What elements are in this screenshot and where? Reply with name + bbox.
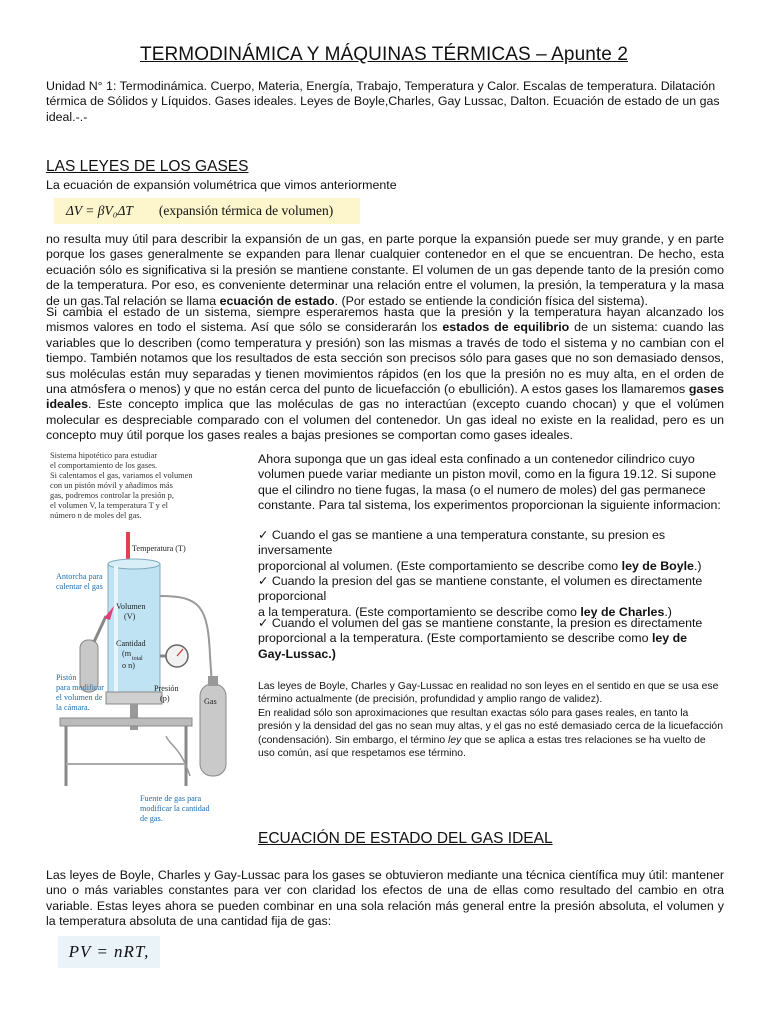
section-intro: La ecuación de expansión volumétrica que vimos anteriormente (46, 178, 397, 192)
ideal-gas-formula: PV = nRT, (58, 936, 160, 968)
punctuation: .) (693, 558, 702, 573)
label-piston-3: el volumen de (56, 693, 103, 702)
label-fuente: Fuente de gas para (140, 794, 202, 803)
label-piston-2: para modificar (56, 683, 104, 692)
note-text: que se aplica a estas tres relaciones se ha vuelto de uso común, así que respetamos ese término. (258, 734, 706, 760)
section-heading-gas-laws: LAS LEYES DE LOS GASES (46, 158, 249, 175)
label-cantidad-m: (m (122, 649, 132, 658)
label-piston-4: la cámara. (56, 703, 90, 712)
note-laws-paragraph-2 (258, 707, 724, 761)
label-fuente-2: modificar la cantidad (140, 804, 210, 813)
figure-caption-line: Si calentamos el gas, variamos el volumen (50, 471, 193, 480)
bold-term-ley-de-charles: ley de Charles (580, 604, 665, 619)
paragraph-ideal-gas-equation: Las leyes de Boyle, Charles y Gay-Lussac para los gases se obtuvieron mediante una técnica científica muy útil: mantener uno o más variables constantes para ver con claridad los efectos de una de ellas como resultado del cambio en otra variable. Estas leyes ahora se pueden combinar en una sola relación más general entre la presión absoluta, el volumen y la temperatura absoluta de una cantidad fija de gas: (46, 868, 724, 929)
paragraph-text: . Este concepto implica que las moléculas de gas no interactúan (excepto cuando chocan) y que el volúmen molecular es despreciable comparado con el volumen del contenedor. Un gas ideal no existe en la realidad, pero es un concepto muy útil porque los gases reales a bajas presiones se comportan como gases ideales. (46, 397, 724, 443)
unit-description: Unidad N° 1: Termodinámica. Cuerpo, Materia, Energía, Trabajo, Temperatura y Calor. Escalas de temperatura. Dilatación térmica de Sólidos y Líquidos. Gases ideales. Leyes de Boyle,Charles, Gay Lussac, Dalton. Ecuación de estado de un gas ideal.-.- (46, 79, 720, 124)
section-heading-ideal-gas-equation: ECUACIÓN DE ESTADO DEL GAS IDEAL (258, 830, 553, 847)
bullet-gay-lussac (258, 616, 724, 662)
cylinder-icon (108, 559, 160, 694)
hose-icon (160, 596, 212, 686)
label-temperatura: Temperatura (T) (132, 544, 186, 553)
paragraph-state-equation (46, 232, 724, 309)
figure-caption-line: con un pistón móvil y añadimos más (50, 481, 173, 490)
bullet-charles-line1: ✓ Cuando la presion del gas se mantiene constante, el volumen es directamente proporcional (258, 574, 703, 604)
label-gas: Gas (204, 697, 217, 706)
right-column-intro: Ahora suponga que un gas ideal esta confinado a un contenedor cilindrico cuyo volumen puede variar mediante un piston movil, como en la figura 19.12. Si supone que el cilindro no tiene fugas, la masa (o el numero de moles) del gas permanece constante. Para tal sistema, los experimentos proporcionan la siguiente informacion: (258, 452, 721, 513)
label-piston: Pistón (56, 673, 77, 682)
note-laws-paragraph-1: Las leyes de Boyle, Charles y Gay-Lussac en realidad no son leyes en el sentido en que se usa ese término actualmente (de precisión, profundidad y amplio rango de validez). (258, 681, 719, 706)
bullet-charles-line2: a la temperatura. (Este comportamiento se describe como (258, 604, 581, 619)
bold-term-estados-de-equilibrio: estados de equilibrio (442, 320, 570, 335)
figure-caption-line: gas, podremos controlar la presión p, (50, 491, 174, 500)
bullet-boyle (258, 528, 724, 574)
label-volumen: Volumen (116, 602, 146, 611)
document-title: TERMODINÁMICA Y MÁQUINAS TÉRMICAS – Apunte 2 (140, 44, 628, 65)
gas-cylinder-figure (40, 446, 246, 828)
formula-note: (expansión térmica de volumen) (158, 203, 334, 218)
paragraph-ideal-gases (46, 305, 724, 444)
bullet-boyle-line1: ✓ Cuando el gas se mantiene a una temperatura constante, su presion es inversamente (258, 528, 666, 558)
label-presion: Presión (154, 684, 179, 693)
paragraph-text: . (Por estado se entiende la condición física del sistema). (334, 293, 648, 308)
bold-term-ecuacion-de-estado: ecuación de estado (219, 293, 335, 308)
label-cantidad-sub: total (132, 656, 143, 662)
figure-caption-line: el comportamiento de los gases. (50, 461, 158, 470)
bullet-charles (258, 574, 724, 620)
bold-term-gases-ideales: gases ideales (46, 382, 724, 412)
paragraph-text: Si cambia el estado de un sistema, siempre esperaremos hasta que la presión y la temperatura hayan alcanzado los mismos valores en todo el sistema. Así que sólo se considerarán los (46, 305, 724, 335)
label-cantidad: Cantidad (116, 639, 146, 648)
bullet-boyle-line2: proporcional al volumen. (Este comportamiento se describe como (258, 558, 622, 573)
note-text: En realidad sólo son aproximaciones que resultan exactas sólo para gases reales, en tanto la presión y la densidad del gas no sean muy altas, y el gas no esté demasiado cerca de la licuefacción (condensación). Sin embargo, el término (258, 708, 723, 746)
label-antorcha: Antorcha para (56, 572, 103, 581)
figure-caption-line: número n de moles del gas. (50, 511, 142, 520)
label-presion-symbol: (p) (160, 694, 170, 703)
label-volumen-symbol: (V) (124, 612, 136, 621)
italic-term-ley: ley (448, 734, 462, 746)
figure-caption-line: el volumen V, la temperatura T y el (50, 501, 168, 510)
paragraph-text: no resulta muy útil para describir la expansión de un gas, en parte porque la expansión puede ser muy grande, y en parte porque los gases generalmente se expanden para llenar cualquier contenedor en el que se encuentran. De hecho, esta ecuación sólo es significativa si la presión se mantiene constante. El volumen de un gas depende tanto de la presión como de la temperatura. Por eso, es conveniente determinar una relación entre el volumen, la presión, la temperatura y la masa de un gas.Tal relación se llama (46, 232, 724, 308)
paragraph-text: de un sistema: cuando las variables que lo describen (como temperatura y presión) son las mismas a través de todo el sistema y no cambian con el tiempo. También notamos que los resultados de esta sección son precisos sólo para gases que no son demasiado densos, sus moléculas están muy separadas y tienen movimientos rápidos (en los que la presión no es muy alta, en el orden de una atmósfera o menos) y que no están cerca del punto de licuefacción (o ebullición). A estos gases los llamaremos (46, 320, 724, 397)
formula-equation: ΔV = βV₀ΔT (66, 203, 133, 218)
table-stand-icon (60, 718, 192, 786)
punctuation: .) (664, 604, 672, 619)
pressure-gauge-icon (160, 645, 188, 667)
volume-expansion-formula (54, 198, 360, 224)
gas-tank-icon (200, 676, 226, 776)
bullet-gay-lussac-text: ✓ Cuando el volumen del gas se mantiene constante, la presion es directamente proporcional a la temperatura. (Este comportamiento se describe como (258, 616, 703, 646)
label-fuente-3: de gas. (140, 814, 163, 823)
label-antorcha-2: calentar el gas (56, 582, 103, 591)
label-cantidad-n: o n) (122, 661, 135, 670)
figure-caption-line: Sistema hipotético para estudiar (50, 451, 158, 460)
bold-term-ley-de-gay-lussac: ley de Gay‑Lussac.) (258, 631, 688, 661)
bold-term-ley-de-boyle: ley de Boyle (621, 558, 694, 573)
